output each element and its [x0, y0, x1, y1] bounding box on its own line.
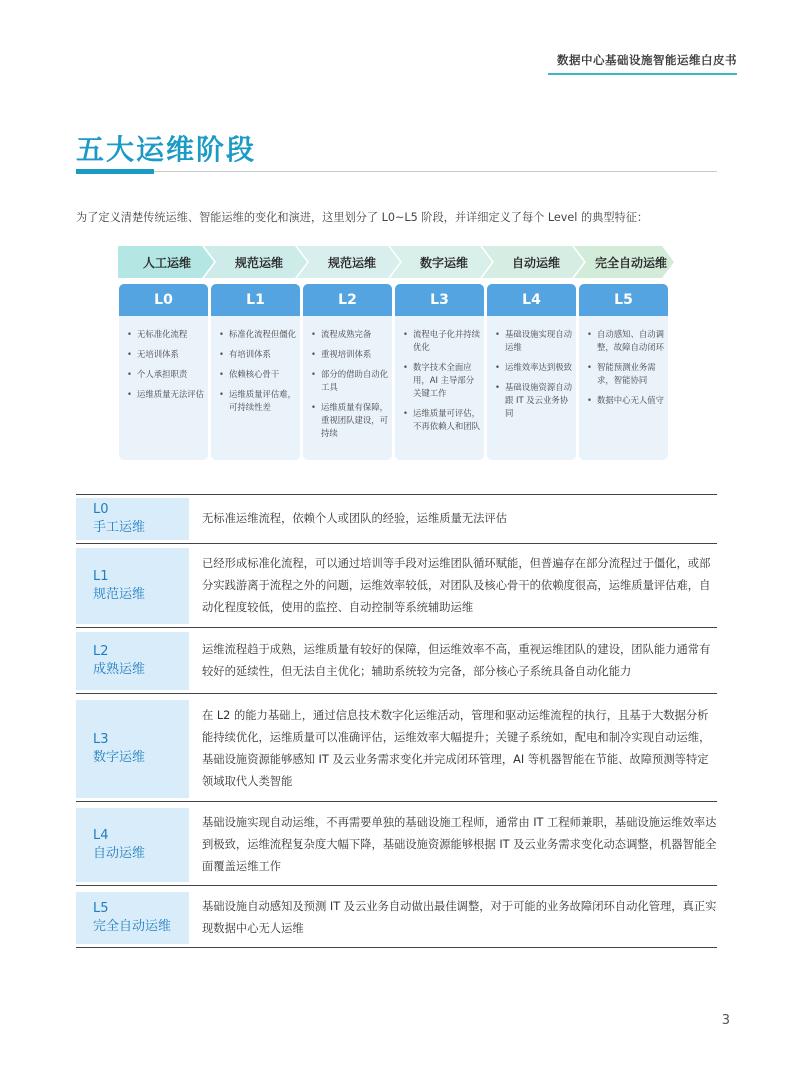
row-name: 自动运维: [93, 846, 146, 861]
level-card-list: [587, 328, 664, 414]
row-divider: [76, 947, 717, 948]
stage-bar: [118, 246, 674, 278]
list-item: • 有培训体系: [219, 348, 296, 361]
list-item: • 数据中心无人值守: [587, 394, 664, 407]
page-number: 3: [721, 1013, 730, 1028]
level-card-list: [403, 328, 480, 440]
table-row: [76, 700, 717, 798]
list-item: • 自动感知、自动调整，故障自动闭环: [587, 328, 664, 354]
row-name: 规范运维: [93, 587, 146, 602]
row-divider: [76, 801, 717, 802]
row-name: 成熟运维: [93, 662, 146, 677]
level-card-header: L1: [211, 284, 300, 316]
level-card-header: L2: [303, 284, 392, 316]
level-card-list: [495, 328, 572, 427]
list-item: • 运维质量评估难，可持续性差: [219, 388, 296, 414]
list-item: • 无标准化流程: [127, 328, 204, 341]
level-card-list: [311, 328, 388, 447]
list-item: • 个人承担职责: [127, 368, 204, 381]
list-item: • 依赖核心骨干: [219, 368, 296, 381]
row-divider: [76, 543, 717, 544]
row-text: 在 L2 的能力基础上，通过信息技术数字化运维活动，管理和驱动运维流程的执行，且基于大数据分析能持续优化，运维质量可以准确评估，运维效率大幅提升；关键子系统如，配电和制冷实现自动运维，基础设施资源能够感知 IT 及云业务需求变化并完成闭环管理，AI 等机器智能在节能、故障预测等特定领域取代人类智能: [202, 709, 711, 788]
list-item: • 运维质量可评估，不再依赖人和团队: [403, 407, 480, 433]
row-name: 完全自动运维: [93, 919, 172, 934]
level-card: [211, 284, 300, 460]
table-row: [76, 808, 717, 882]
row-label: [76, 632, 189, 690]
list-item: • 重视培训体系: [311, 348, 388, 361]
level-card: [579, 284, 668, 460]
list-item: • 流程电子化并持续优化: [403, 328, 480, 354]
row-name: 数字运维: [93, 750, 146, 765]
level-card: [395, 284, 484, 460]
doc-title-underline: [548, 73, 737, 75]
intro-text: 为了定义清楚传统运维、智能运维的变化和演进，这里划分了 L0~L5 阶段，并详细定义了每个 Level 的典型特征：: [76, 211, 649, 224]
list-item: • 无培训体系: [127, 348, 204, 361]
row-label: [76, 548, 189, 624]
row-code: L0: [93, 502, 109, 517]
list-item: • 运维质量无法评估: [127, 388, 204, 401]
list-item: • 基础设施资源自动跟 IT 及云业务协同: [495, 381, 572, 420]
row-code: L3: [93, 732, 109, 747]
list-item: • 运维效率达到极致: [495, 361, 572, 374]
row-label: [76, 892, 189, 944]
list-item: • 流程成熟完备: [311, 328, 388, 341]
row-code: L1: [93, 569, 109, 584]
list-item: • 智能预测业务需求，智能协同: [587, 361, 664, 387]
level-card-header: L5: [579, 284, 668, 316]
section-title: 五大运维阶段: [76, 133, 257, 166]
row-name: 手工运维: [93, 520, 146, 535]
list-item: • 数字技术全面应用，AI 主导部分关键工作: [403, 361, 480, 400]
row-text: 无标准运维流程，依赖个人或团队的经验，运维质量无法评估: [202, 512, 508, 525]
level-card-list: [127, 328, 204, 408]
table-row: [76, 892, 717, 944]
stage-label-1: 规范运维: [234, 255, 283, 270]
row-divider: [76, 627, 717, 628]
section-rule: [76, 171, 717, 172]
doc-title: 数据中心基础设施智能运维白皮书: [557, 53, 737, 67]
level-card-header: L4: [487, 284, 576, 316]
section-rule-accent: [76, 169, 154, 174]
row-text: 运维流程趋于成熟，运维质量有较好的保障，但运维效率不高，重视运维团队的建设，团队能力通常有较好的延续性，但无法自主优化；辅助系统较为完备，部分核心子系统具备自动化能力: [202, 643, 711, 678]
level-card: [303, 284, 392, 460]
stage-label-4: 自动运维: [511, 255, 560, 270]
stage-label-2: 规范运维: [327, 255, 376, 270]
level-card-header: L3: [395, 284, 484, 316]
row-text: 已经形成标准化流程，可以通过培训等手段对运维团队循环赋能，但普遍存在部分流程过于僵化，或部分实践游离于流程之外的问题，运维效率较低，对团队及核心骨干的依赖度很高，运维质量评估难，自动化程度较低，使用的监控、自动控制等系统辅助运维: [202, 557, 711, 614]
table-row: [76, 632, 717, 690]
row-label: [76, 700, 189, 798]
row-text: 基础设施实现自动运维，不再需要单独的基础设施工程师，通常由 IT 工程师兼职，基础设施运维效率达到极致，运维流程复杂度大幅下降，基础设施资源能够根据 IT 及云业务需求变化动态调整，机器智能全面覆盖运维工作: [202, 816, 717, 873]
row-top-line: [76, 494, 717, 495]
row-text: 基础设施自动感知及预测 IT 及云业务自动做出最佳调整，对于可能的业务故障闭环自动化管理，真正实现数据中心无人运维: [202, 900, 717, 935]
row-code: L5: [93, 901, 109, 916]
row-label: [76, 498, 189, 540]
row-code: L4: [93, 828, 109, 843]
list-item: • 部分的借助自动化工具: [311, 368, 388, 394]
level-card: [119, 284, 208, 460]
level-card-list: [219, 328, 296, 421]
stage-label-3: 数字运维: [419, 255, 468, 270]
stage-label-5: 完全自动运维: [594, 255, 667, 270]
level-card-header: L0: [119, 284, 208, 316]
list-item: • 基础设施实现自动运维: [495, 328, 572, 354]
row-label: [76, 808, 189, 882]
row-code: L2: [93, 644, 109, 659]
table-row: [76, 498, 717, 540]
level-card: [487, 284, 576, 460]
stage-label-0: 人工运维: [142, 255, 191, 270]
list-item: • 标准化流程但僵化: [219, 328, 296, 341]
table-row: [76, 548, 717, 624]
list-item: • 运维质量有保障，重视团队建设，可持续: [311, 401, 388, 440]
row-divider: [76, 693, 717, 694]
row-divider: [76, 885, 717, 886]
